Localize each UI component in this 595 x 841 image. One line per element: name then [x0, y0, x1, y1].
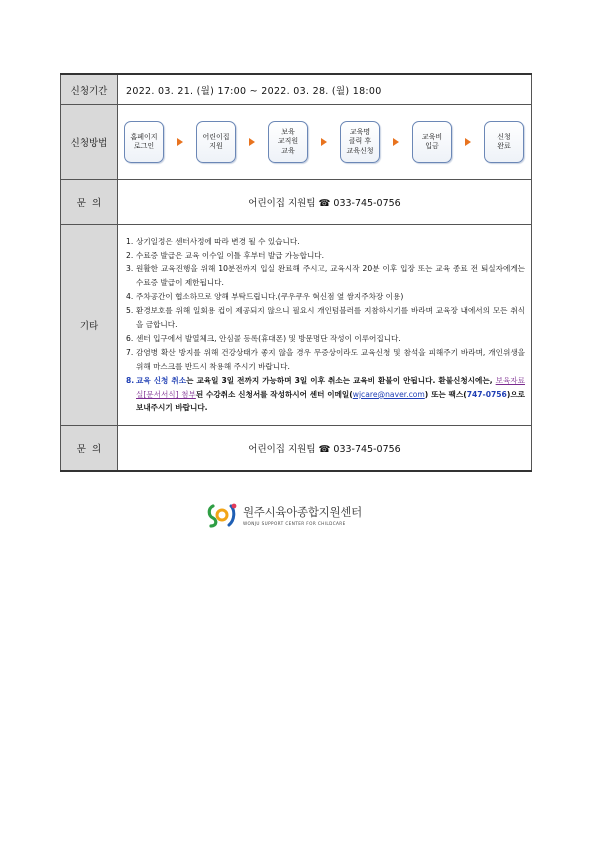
arrow-right-icon [321, 138, 327, 146]
list-item [126, 346, 525, 374]
step-teacher-training: 보육 교직원 교육 [268, 121, 308, 163]
item-text: 센터 입구에서 발열체크, 안심콜 등록(휴대폰) 및 방문명단 작성이 이루어집니다. [136, 333, 401, 343]
inquiry-label: 문 의 [61, 180, 118, 225]
step-complete: 신청 완료 [484, 121, 524, 163]
etc-label: 기타 [61, 225, 118, 426]
period-row [61, 74, 532, 105]
item-number: 5. [126, 306, 134, 316]
resource-link[interactable]: 보육자료실[문서서식] 첨부 [136, 375, 525, 399]
cancel-policy-text [136, 374, 525, 416]
item-number: 2. [126, 250, 134, 260]
cancel-highlight: 교육 신청 취소 [136, 375, 187, 385]
method-label: 신청방법 [61, 105, 118, 180]
email-link[interactable]: wjcare@naver.com [352, 389, 425, 399]
arrow-right-icon [465, 138, 471, 146]
step-homepage-login: 홈페이지 로그인 [124, 121, 164, 163]
item-text: 원활한 교육진행을 위해 10분전까지 입실 완료해 주시고, 교육시작 20분 이후 입장 또는 교육 종료 전 퇴실자에게는 수료증 발급이 제한됩니다. [136, 264, 525, 288]
cancel-text-4: )으로 보내주시기 바랍니다. [136, 389, 525, 413]
info-table [60, 73, 532, 472]
item-number: 7. [126, 347, 134, 357]
item-number: 1. [126, 236, 134, 246]
list-item [126, 304, 525, 332]
logo-mark-icon [207, 502, 239, 528]
list-item [126, 290, 525, 304]
list-item [126, 332, 525, 346]
logo-subtitle: WONJU SUPPORT CENTER FOR CHILDCARE [243, 521, 346, 526]
cancel-text-3: ) 또는 팩스( [424, 389, 467, 399]
step-daycare-support: 어린이집 지원 [196, 121, 236, 163]
arrow-right-icon [177, 138, 183, 146]
item-text: 주차공간이 협소하므로 양해 부탁드립니다.(쿠우쿠우 혁신점 옆 쌈지주차장 이용) [136, 292, 404, 302]
item-text: 환경보호를 위해 일회용 컵이 제공되지 않으니 필요시 개인텀블러를 지참하시기를 바라며 교육장 내에서의 모든 취식을 금합니다. [136, 306, 525, 330]
item-number: 6. [126, 333, 134, 343]
etc-cell [118, 225, 532, 426]
inquiry-row [61, 180, 532, 225]
list-item-cancel-policy [126, 374, 525, 416]
logo-title: 원주시육아종합지원센터 [243, 505, 362, 519]
step-pay-fee: 교육비 입금 [412, 121, 452, 163]
item-text: 상기일정은 센터사정에 따라 변경 될 수 있습니다. [136, 236, 300, 246]
item-number: 4. [126, 292, 134, 302]
arrow-right-icon [249, 138, 255, 146]
period-label: 신청기간 [61, 74, 118, 105]
arrow-right-icon [393, 138, 399, 146]
inquiry-label-bottom: 문 의 [61, 426, 118, 472]
cancel-text-2: 된 수강취소 신청서를 작성하시어 센터 이메일( [195, 389, 353, 399]
list-item [126, 249, 525, 263]
method-flow-cell [118, 105, 532, 180]
inquiry-row-bottom [61, 426, 532, 472]
inquiry-value-bottom: 어린이집 지원팀 ☎ 033-745-0756 [118, 426, 532, 472]
center-logo [207, 502, 362, 528]
etc-row [61, 225, 532, 426]
etc-list [118, 229, 531, 422]
item-text: 감염병 확산 방지를 위해 건강상태가 좋지 않을 경우 무증상이라도 교육신청 및 참석을 피해주기 바라며, 개인위생을 위해 마스크를 반드시 착용해 주시기 바랍니다. [136, 347, 525, 371]
logo-text [243, 504, 362, 526]
item-text: 수료증 발급은 교육 이수일 이틀 후부터 발급 가능합니다. [136, 250, 325, 260]
method-flow [118, 121, 531, 163]
period-value: 2022. 03. 21. (월) 17:00 ~ 2022. 03. 28. (월) 18:00 [118, 74, 532, 105]
cancel-text-1: 는 교육일 3일 전까지 가능하며 3일 이후 취소는 교육비 환불이 안됩니다. 환불신청시에는, [186, 375, 496, 385]
list-item [126, 262, 525, 290]
inquiry-value: 어린이집 지원팀 ☎ 033-745-0756 [118, 180, 532, 225]
fax-number: 747-0756 [466, 389, 507, 399]
method-row [61, 105, 532, 180]
item-number: 8. [126, 375, 135, 385]
list-item [126, 235, 525, 249]
item-number: 3. [126, 264, 134, 274]
step-apply-course: 교육명 클릭 후 교육신청 [340, 121, 380, 163]
